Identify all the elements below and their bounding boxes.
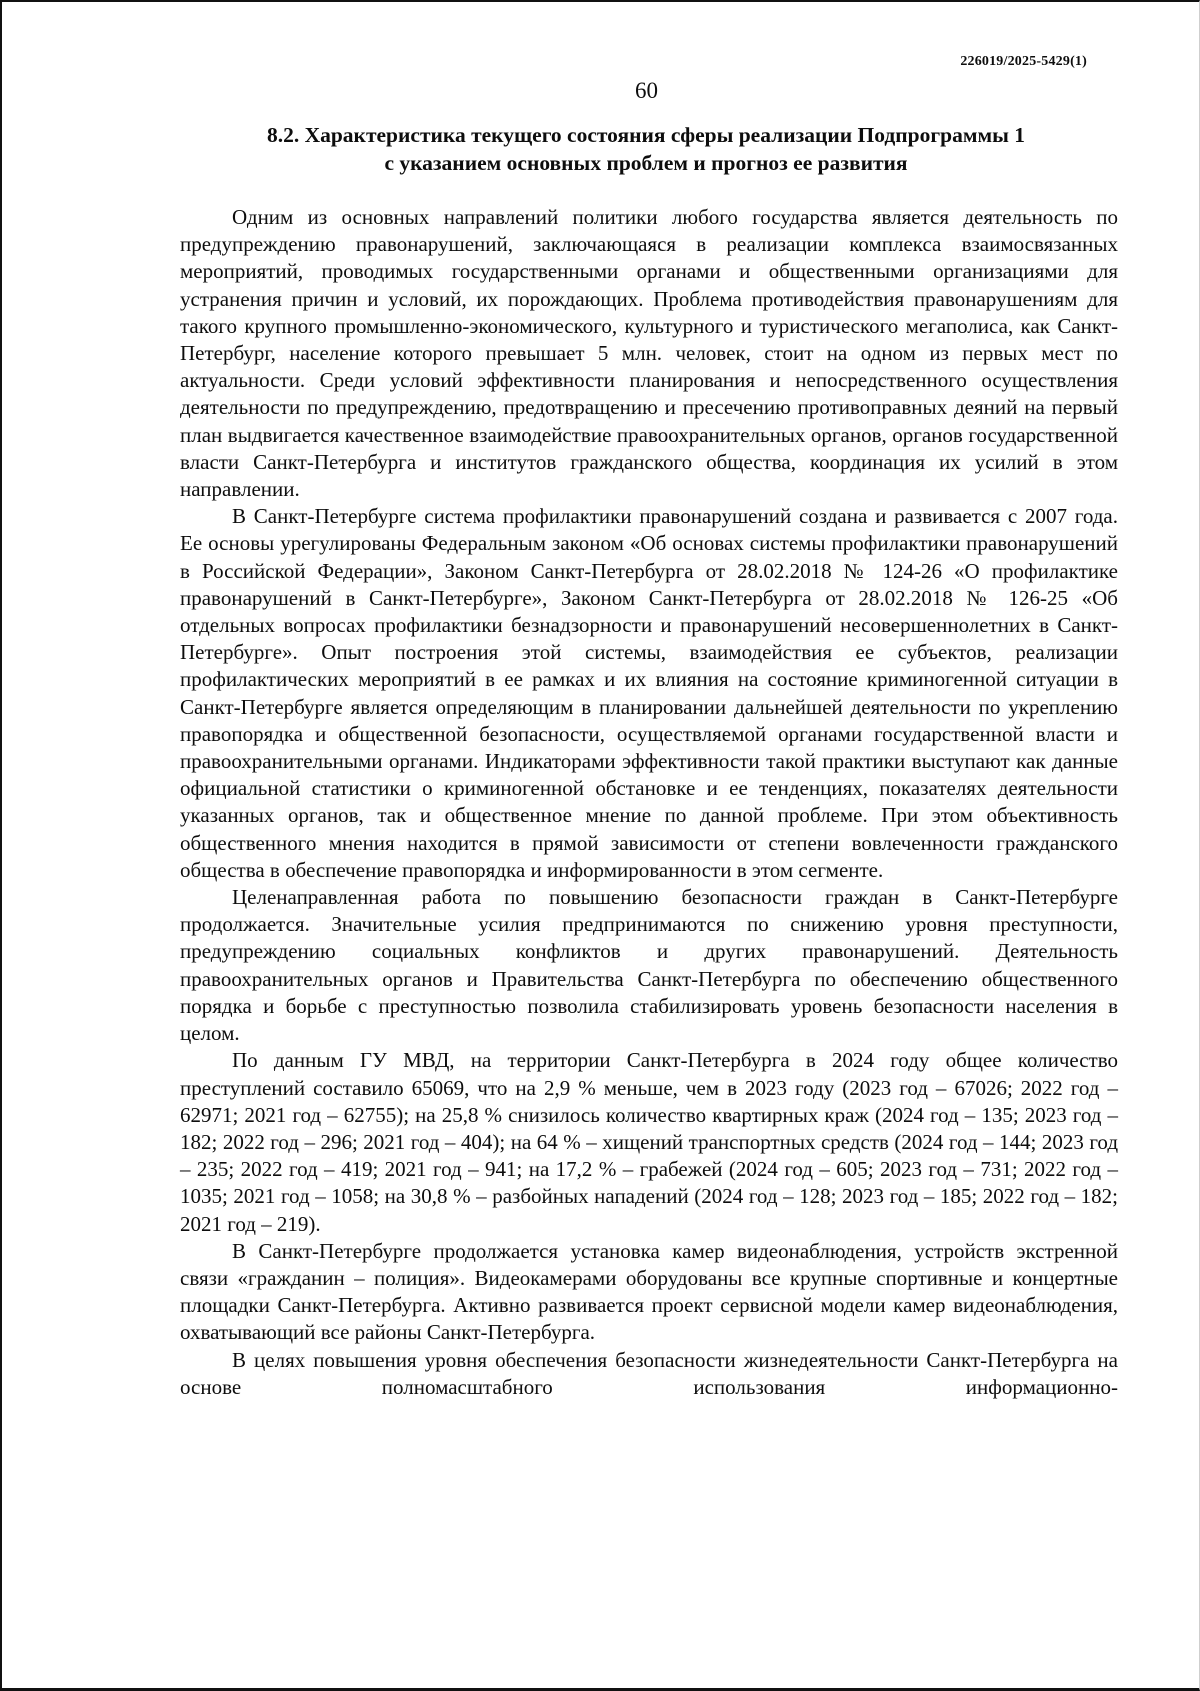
paragraph-safety-goals: В целях повышения уровня обеспечения безопасности жизнедеятельности Санкт-Петербурга на основе полномасштабного использования информационно- <box>180 1347 1118 1399</box>
document-number: 226019/2025-5429(1) <box>960 54 1087 69</box>
paragraph-security-work: Целенаправленная работа по повышению безопасности граждан в Санкт-Петербурге продолжается. Значительные усилия предпринимаются по снижению уровня преступности, предупреждению социальных конфликтов и других правонарушений. Деятельность правоохранительных органов и Правительства Санкт-Петербурга по обеспечению общественного порядка и борьбе с преступностью позволила стабилизировать уровень безопасности населения в целом. <box>180 885 1118 1046</box>
paragraph-crime-statistics: По данным ГУ МВД, на территории Санкт-Петербурга в 2024 году общее количество преступлений составило 65069, что на 2,9 % меньше, чем в 2023 году (2023 год – 67026; 2022 год – 62971; 2021 год – 62755); на 25,8 % снизилось количество квартирных краж (2024 год – 135; 2023 год – 182; 2022 год – 296; 2021 год – 404); на 64 % – хищений транспортных средств (2024 год – 144; 2023 год – 235; 2022 год – 419; 2021 год – 941; на 17,2 % – грабежей (2024 год – 605; 2023 год – 731; 2022 год – 1035; 2021 год – 1058; на 30,8 % – разбойных нападений (2024 год – 128; 2023 год – 185; 2022 год – 182; 2021 год – 219). <box>180 1048 1118 1236</box>
section-heading <box>160 121 1132 177</box>
section-heading-line-2: с указанием основных проблем и прогноз ее развития <box>384 151 908 175</box>
body-text <box>180 204 1118 1401</box>
section-heading-line-1: 8.2. Характеристика текущего состояния сферы реализации Подпрограммы 1 <box>266 123 1026 147</box>
paragraph-prevention-policy: Одним из основных направлений политики любого государства является деятельность по предупреждению правонарушений, заключающаяся в реализации комплекса взаимосвязанных мероприятий, проводимых государственными органами и общественными организациями для устранения причин и условий, их порождающих. Проблема противодействия правонарушениям для такого крупного промышленно-экономического, культурного и туристического мегаполиса, как Санкт-Петербург, население которого превышает 5 млн. человек, стоит на одном из первых мест по актуальности. Среди условий эффективности планирования и непосредственного осуществления деятельности по предупреждению, предотвращению и пресечению противоправных деяний на первый план выдвигается качественное взаимодействие правоохранительных органов, органов государственной власти Санкт-Петербурга и институтов гражданского общества, координация их усилий в этом направлении. <box>180 205 1118 502</box>
paragraph-prevention-system: В Санкт-Петербурге система профилактики правонарушений создана и развивается с 2007 года. Ее основы урегулированы Федеральным законом «Об основах системы профилактики правонарушений в Российской Федерации», Законом Санкт-Петербурга от 28.02.2018 № 124-26 «О профилактике правонарушений в Санкт-Петербурге», Законом Санкт-Петербурга от 28.02.2018 № 126-25 «Об отдельных вопросах профилактики безнадзорности и правонарушений несовершеннолетних в Санкт-Петербурге». Опыт построения этой системы, взаимодействия ее субъектов, реализации профилактических мероприятий в ее рамках и их влияния на состояние криминогенной ситуации в Санкт-Петербурге является определяющим в планировании дальнейшей деятельности по укреплению правопорядка и общественной безопасности, осуществляемой органами государственной власти и правоохранительными органами. Индикаторами эффективности такой практики выступают как данные официальной статистики о криминогенной обстановке и ее тенденциях, показателях деятельности указанных органов, так и общественное мнение по данной проблеме. При этом объективность общественного мнения находится в прямой зависимости от степени вовлеченности гражданского общества в обеспечение правопорядка и информированности в этом сегменте. <box>180 504 1118 882</box>
page-number: 60 <box>635 78 658 103</box>
paragraph-video-surveillance: В Санкт-Петербурге продолжается установка камер видеонаблюдения, устройств экстренной связи «гражданин – полиция». Видеокамерами оборудованы все крупные спортивные и концертные площадки Санкт-Петербурга. Активно развивается проект сервисной модели камер видеонаблюдения, охватывающий все районы Санкт-Петербурга. <box>180 1238 1118 1345</box>
